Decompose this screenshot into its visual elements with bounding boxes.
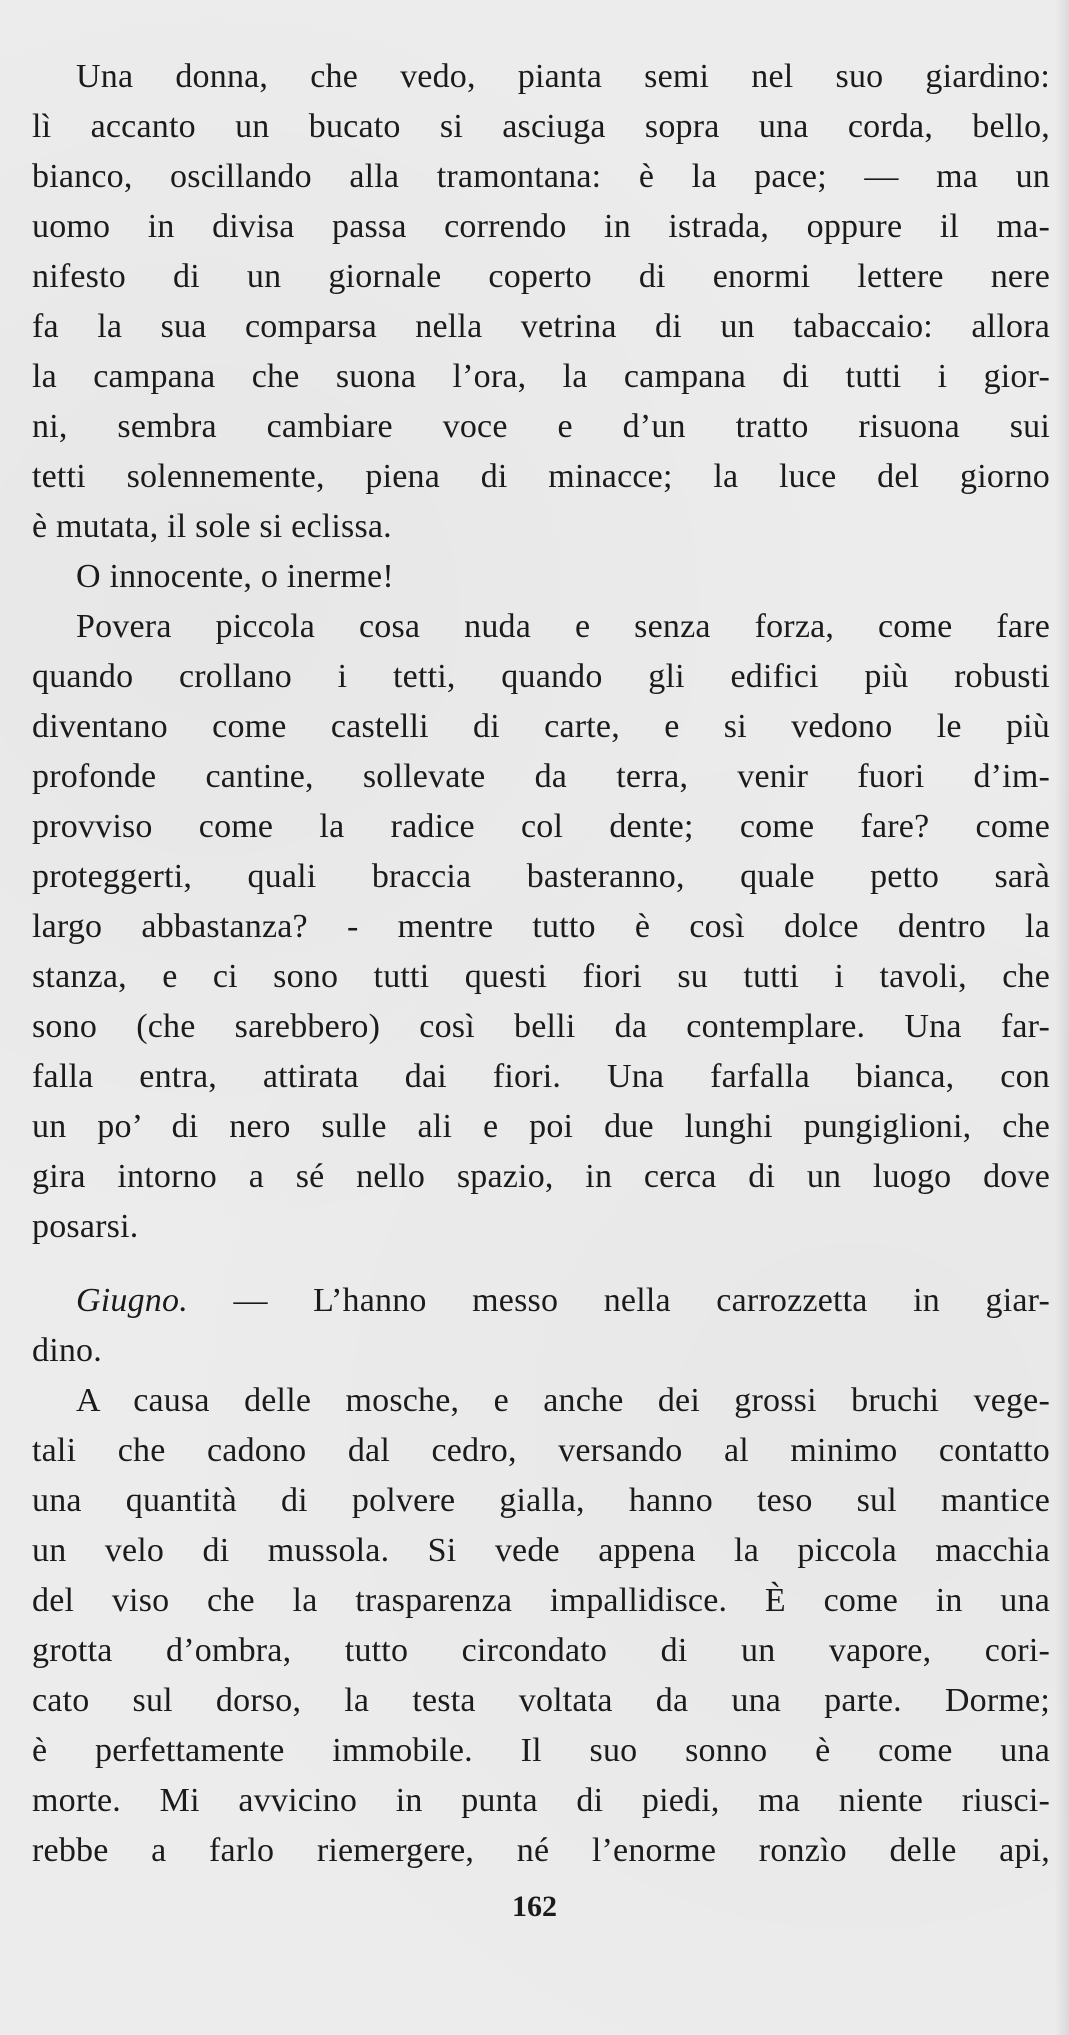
text-block-top xyxy=(32,52,1050,1252)
text-line: sono (che sarebbero) così belli da contemplare. Una far- xyxy=(32,1008,1050,1045)
text-line: profonde cantine, sollevate da terra, venir fuori d’im- xyxy=(32,758,1050,795)
entry-text: — L’hanno messo nella carrozzetta in giar- xyxy=(187,1282,1050,1319)
text-line: nifesto di un giornale coperto di enormi lettere nere xyxy=(32,258,1050,295)
text-line: dino. xyxy=(32,1332,102,1369)
text-block-bottom xyxy=(32,1276,1050,1876)
text-line: una quantità di polvere gialla, hanno teso sul mantice xyxy=(32,1482,1050,1519)
text-line: la campana che suona l’ora, la campana di tutti i gior- xyxy=(32,358,1050,395)
text-line: Povera piccola cosa nuda e senza forza, come fare xyxy=(76,608,1050,645)
page-number: 162 xyxy=(512,1890,557,1923)
text-line: posarsi. xyxy=(32,1208,139,1245)
text-line: O innocente, o inerme! xyxy=(76,558,394,595)
text-line: tetti solennemente, piena di minacce; la luce del giorno xyxy=(32,458,1050,495)
text-line: ni, sembra cambiare voce e d’un tratto risuona sui xyxy=(32,408,1050,445)
entry-date: Giugno. xyxy=(76,1282,188,1319)
text-line: grotta d’ombra, tutto circondato di un vapore, cori- xyxy=(32,1632,1050,1669)
text-line: tali che cadono dal cedro, versando al minimo contatto xyxy=(32,1432,1050,1469)
entry-first-line xyxy=(32,1276,1050,1326)
text-line: proteggerti, quali braccia basteranno, quale petto sarà xyxy=(32,858,1050,895)
text-line: è perfettamente immobile. Il suo sonno è come una xyxy=(32,1732,1050,1769)
text-line: quando crollano i tetti, quando gli edifici più robusti xyxy=(32,658,1050,695)
text-line: falla entra, attirata dai fiori. Una farfalla bianca, con xyxy=(32,1058,1050,1095)
text-line: cato sul dorso, la testa voltata da una parte. Dorme; xyxy=(32,1682,1050,1719)
text-line: provviso come la radice col dente; come fare? come xyxy=(32,808,1050,845)
text-line: lì accanto un bucato si asciuga sopra una corda, bello, xyxy=(32,108,1050,145)
text-line: bianco, oscillando alla tramontana: è la pace; — ma un xyxy=(32,158,1050,195)
text-line: è mutata, il sole si eclissa. xyxy=(32,508,392,545)
text-line: morte. Mi avvicino in punta di piedi, ma niente riusci- xyxy=(32,1782,1050,1819)
text-line: diventano come castelli di carte, e si vedono le più xyxy=(32,708,1050,745)
text-line: stanza, e ci sono tutti questi fiori su tutti i tavoli, che xyxy=(32,958,1050,995)
text-line: Una donna, che vedo, pianta semi nel suo giardino: xyxy=(76,58,1050,95)
text-line: A causa delle mosche, e anche dei grossi bruchi vege- xyxy=(76,1382,1050,1419)
page-edge-shadow xyxy=(1055,0,1069,2035)
text-line: rebbe a farlo riemergere, né l’enorme ronzìo delle api, xyxy=(32,1832,1050,1869)
text-line: del viso che la trasparenza impallidisce. È come in una xyxy=(32,1582,1050,1619)
text-line: un po’ di nero sulle ali e poi due lunghi pungiglioni, che xyxy=(32,1108,1050,1145)
text-line: un velo di mussola. Si vede appena la piccola macchia xyxy=(32,1532,1050,1569)
text-line: uomo in divisa passa correndo in istrada, oppure il ma- xyxy=(32,208,1050,245)
text-line: largo abbastanza? - mentre tutto è così dolce dentro la xyxy=(32,908,1050,945)
text-line: gira intorno a sé nello spazio, in cerca di un luogo dove xyxy=(32,1158,1050,1195)
text-line: fa la sua comparsa nella vetrina di un tabaccaio: allora xyxy=(32,308,1050,345)
